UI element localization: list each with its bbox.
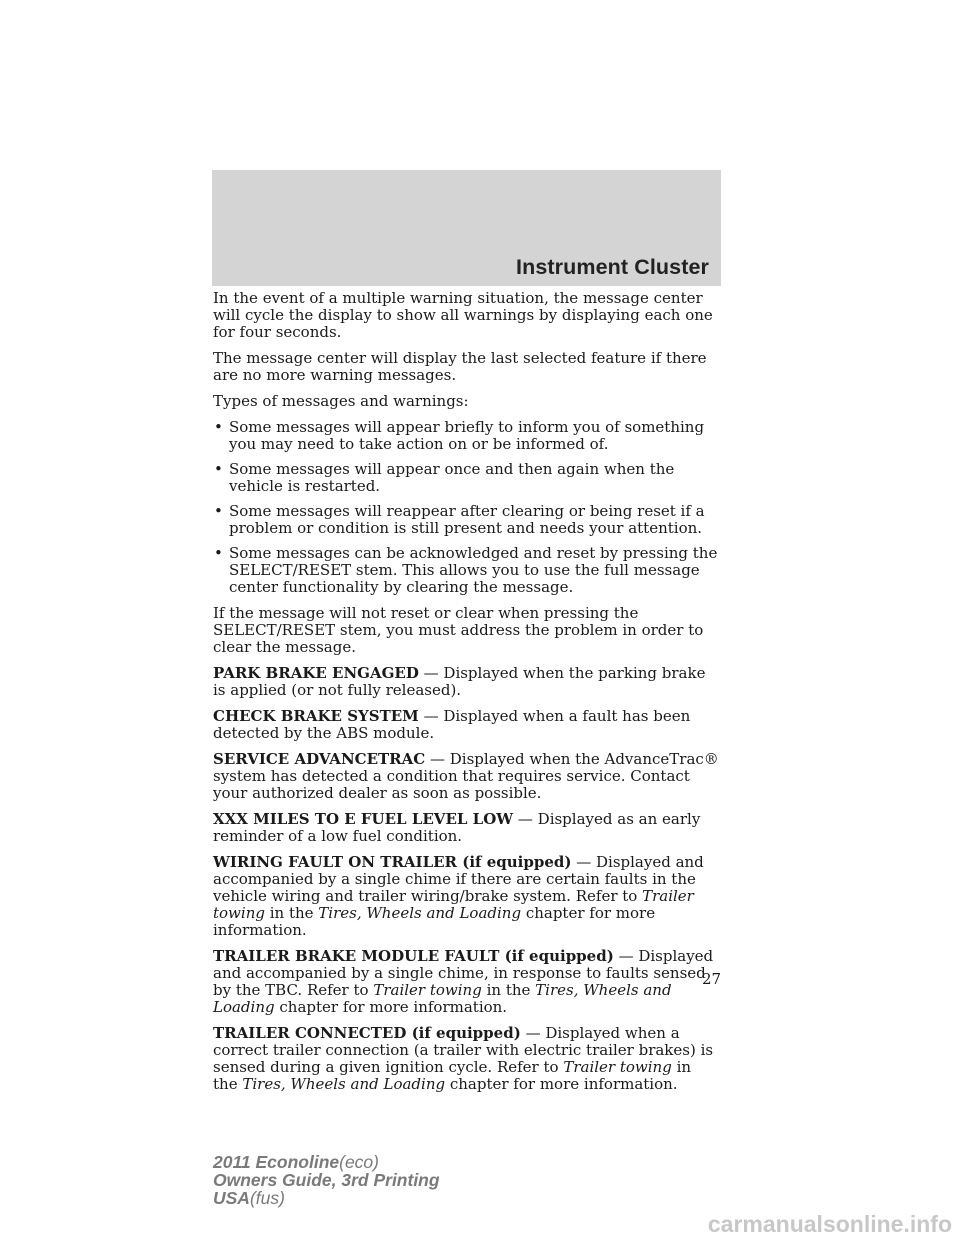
footer-market: USA(fus) <box>213 1188 285 1208</box>
cross-reference: Tires, Wheels and Loading <box>318 904 522 922</box>
cross-reference: Trailer towing <box>373 981 482 999</box>
message-check-brake: CHECK BRAKE SYSTEM — Displayed when a fault has been detected by the ABS module. <box>213 707 691 742</box>
message-term: WIRING FAULT ON TRAILER (if equipped) <box>213 853 572 871</box>
watermark: carmanualsonline.info <box>707 1211 952 1237</box>
message-term: PARK BRAKE ENGAGED <box>213 664 419 682</box>
paragraph-reset-note: If the message will not reset or clear when pressing the SELECT/RESET stem, you must address the problem in order to clear the message. <box>213 604 704 656</box>
list-item: • Some messages can be acknowledged and reset by pressing the SELECT/RESET stem. This allows you to use the full message center functionality by clearing the message. <box>214 544 718 596</box>
message-wiring-fault: WIRING FAULT ON TRAILER (if equipped) — Displayed and accompanied by a single chime if there are certain faults in the vehicle wiring and trailer wiring/brake system. Refer to Trailer towing in the Tires, Wheels and Loading chapter for more information. <box>213 853 704 939</box>
cross-reference: Tires, Wheels and Loading <box>213 981 672 1016</box>
bullet-icon: • <box>214 544 223 562</box>
message-term: SERVICE ADVANCETRAC <box>213 750 426 768</box>
paragraph-types: Types of messages and warnings: <box>213 392 469 410</box>
cross-reference: Tires, Wheels and Loading <box>242 1075 446 1093</box>
cross-reference: Trailer towing <box>213 887 694 922</box>
message-term: TRAILER CONNECTED (if equipped) <box>213 1024 521 1042</box>
footer-edition: Owners Guide, 3rd Printing <box>213 1170 440 1190</box>
message-fuel-low: XXX MILES TO E FUEL LEVEL LOW — Displayed as an early reminder of a low fuel condition. <box>213 810 701 845</box>
bullet-icon: • <box>214 460 223 478</box>
message-term: TRAILER BRAKE MODULE FAULT (if equipped) <box>213 947 614 965</box>
message-trailer-brake-module: TRAILER BRAKE MODULE FAULT (if equipped) — Displayed and accompanied by a single chime, in response to faults sensed by the TBC. Refer to Trailer towing in the Tires, Wheels and Loading chapter for more information. <box>213 947 714 1016</box>
page-content <box>213 289 722 1102</box>
list-item: • Some messages will appear once and then again when the vehicle is restarted. <box>214 460 675 495</box>
list-item: • Some messages will appear briefly to inform you of something you may need to take action on or be informed of. <box>214 418 705 453</box>
message-advancetrac: SERVICE ADVANCETRAC — Displayed when the AdvanceTrac® system has detected a condition that requires service. Contact your authorized dealer as soon as possible. <box>213 750 719 802</box>
document-footer <box>213 1153 440 1207</box>
message-term: CHECK BRAKE SYSTEM <box>213 707 419 725</box>
message-trailer-connected: TRAILER CONNECTED (if equipped) — Displayed when a correct trailer connection (a trailer with electric trailer brakes) is sensed during a given ignition cycle. Refer to Trailer towing in the Tires, Wheels and Loading chapter for more information. <box>213 1024 714 1093</box>
bullet-icon: • <box>214 418 223 436</box>
paragraph-multiple-warnings: In the event of a multiple warning situation, the message center will cycle the display to show all warnings by displaying each one for four seconds. <box>213 289 713 341</box>
header-band <box>212 170 721 286</box>
paragraph-last-feature: The message center will display the last selected feature if there are no more warning messages. <box>213 349 707 384</box>
message-types-list <box>213 419 719 596</box>
footer-model: 2011 Econoline(eco) <box>213 1152 379 1172</box>
section-title: Instrument Cluster <box>516 255 709 279</box>
bullet-icon: • <box>214 502 223 520</box>
message-term: XXX MILES TO E FUEL LEVEL LOW <box>213 810 514 828</box>
cross-reference: Trailer towing <box>563 1058 672 1076</box>
list-item: • Some messages will reappear after clearing or being reset if a problem or condition is still present and needs your attention. <box>214 502 705 537</box>
page-number: 27 <box>702 970 722 988</box>
message-park-brake: PARK BRAKE ENGAGED — Displayed when the parking brake is applied (or not fully released). <box>213 664 706 699</box>
